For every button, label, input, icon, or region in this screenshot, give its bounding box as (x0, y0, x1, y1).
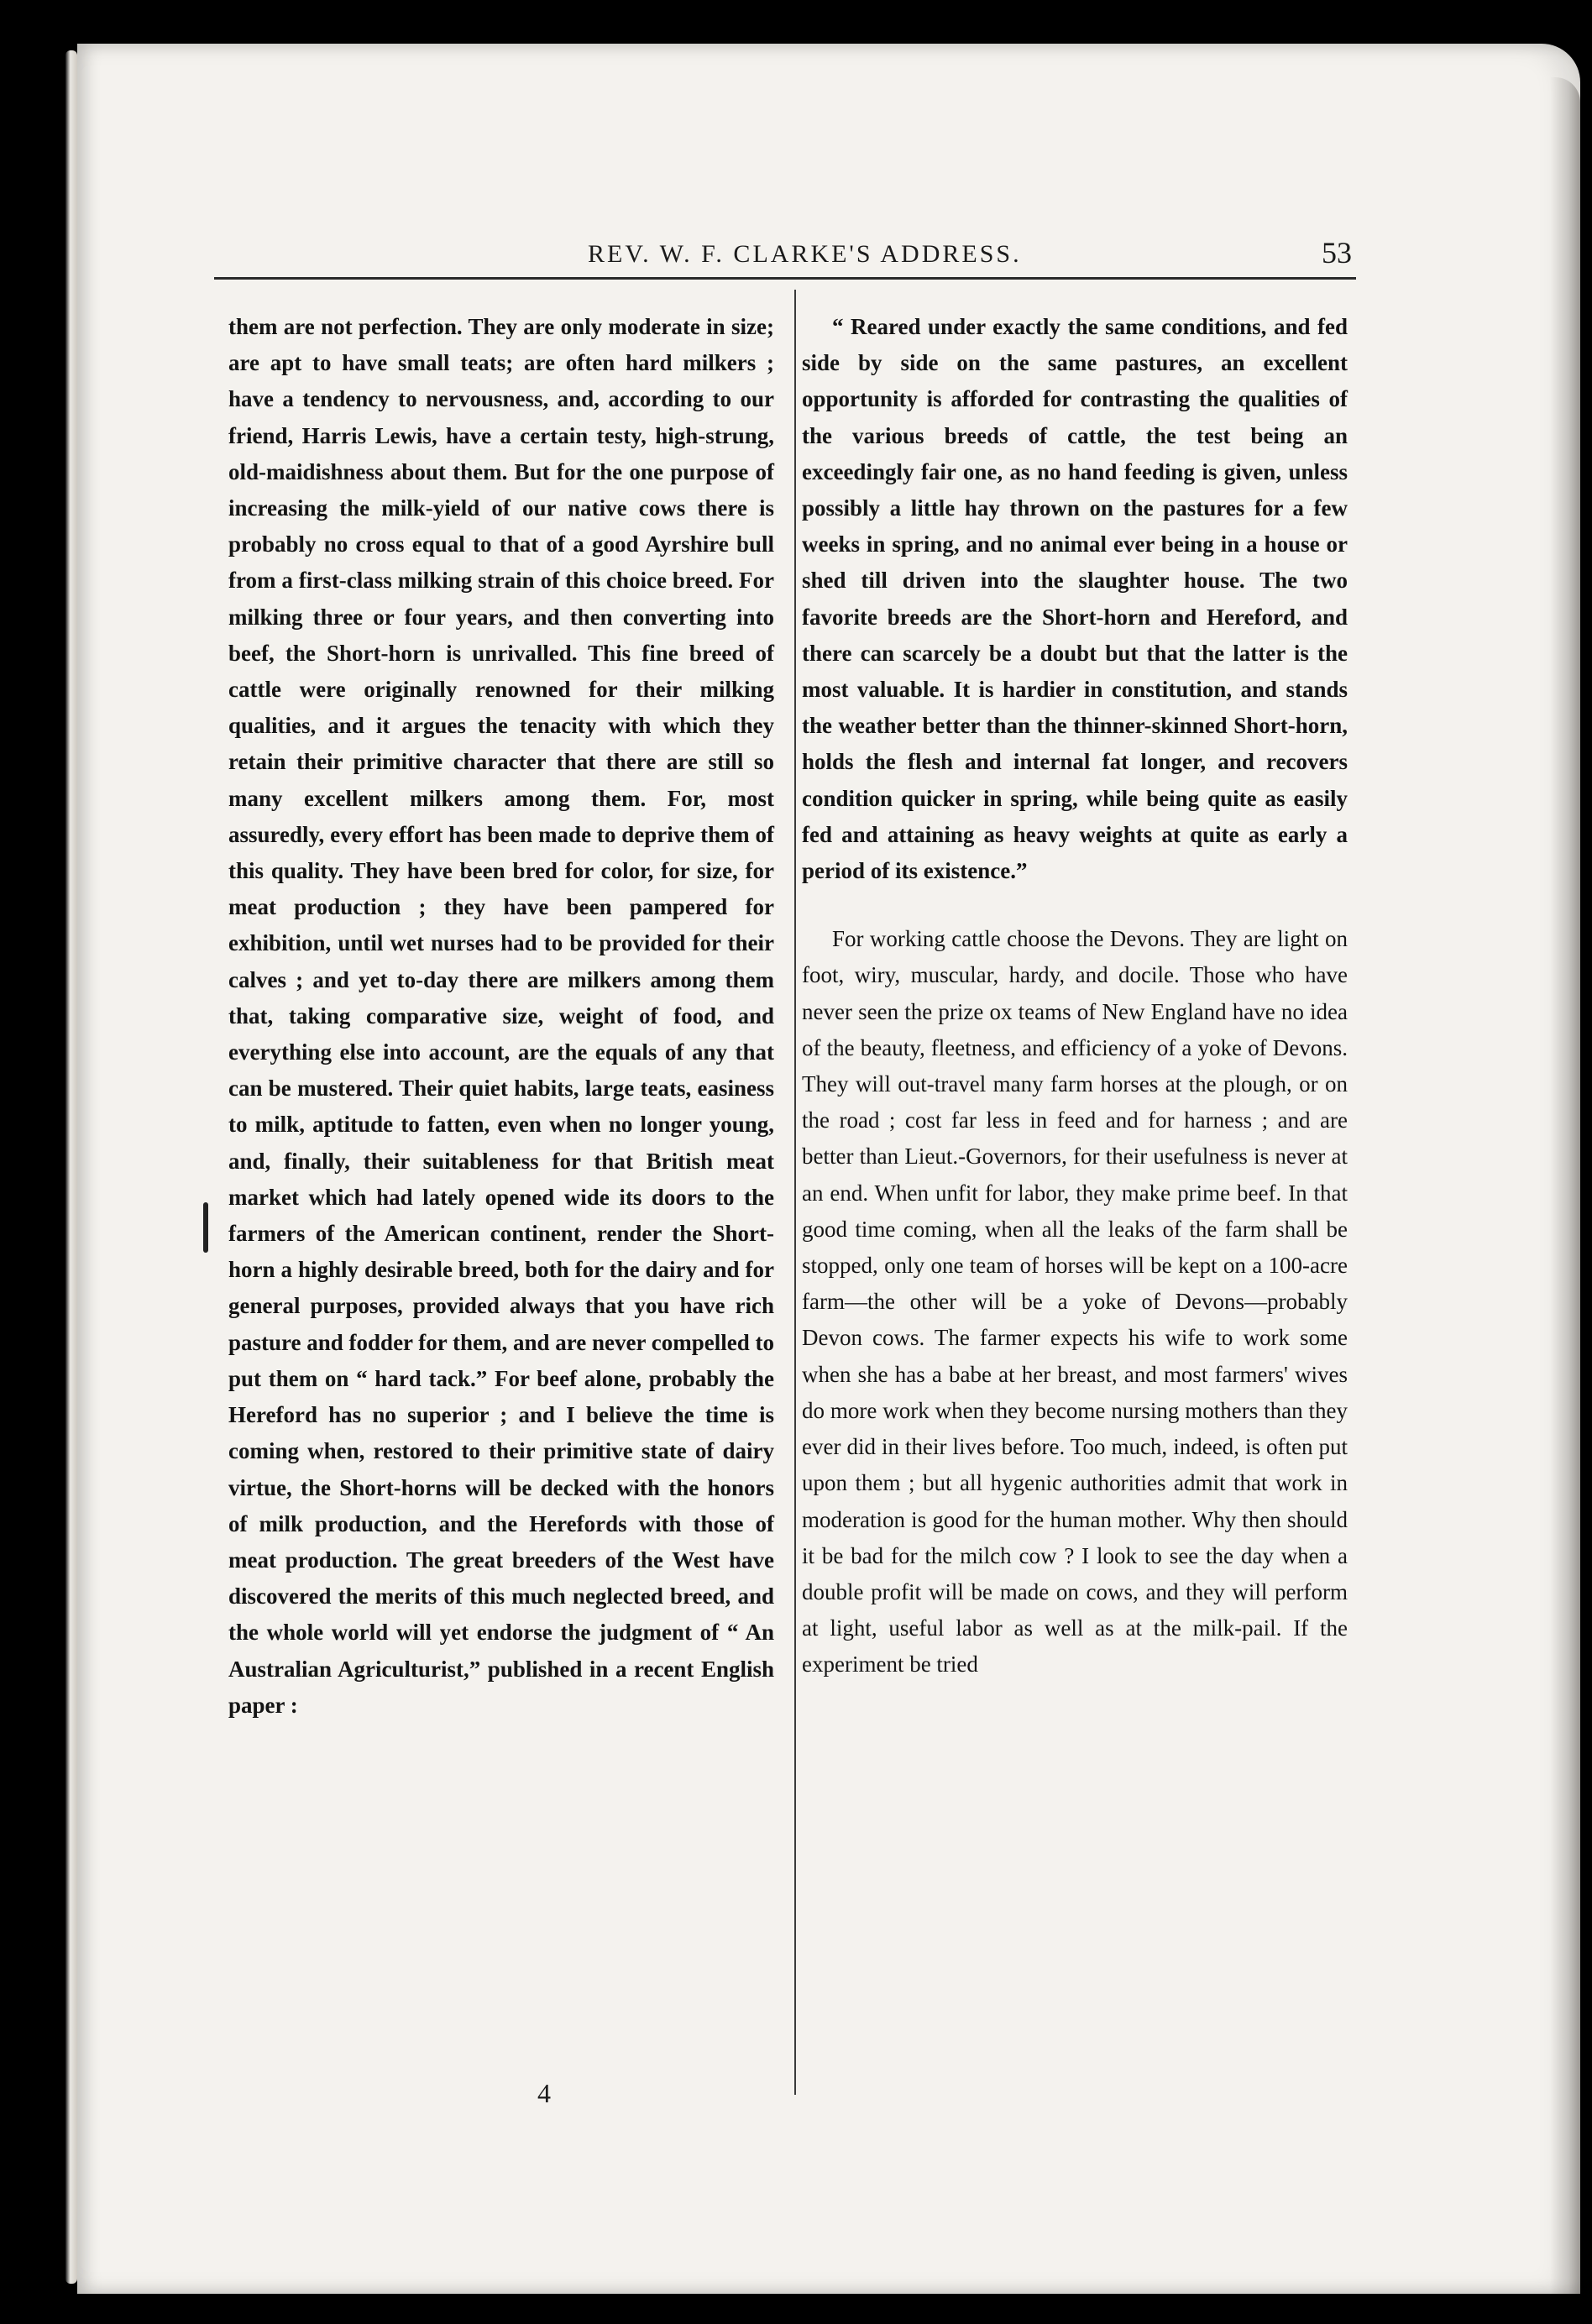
header-rule (214, 277, 1356, 280)
right-column (802, 309, 1348, 1683)
devons-paragraph: For working cattle choose the Devons. They are light on foot, wiry, muscular, hardy, and docile. Those who have never seen the prize ox teams of New England have no idea of the beauty, fleetness, and efficiency of a yoke of Devons. They will out-travel many farm horses at the plough, or on the road ; cost far less in feed and for harness ; and are better than Lieut.-Governors, for their usefulness is never at an end. When unfit for labor, they make prime beef. In that good time coming, when all the leaks of the farm shall be stopped, only one team of horses will be kept on a 100-acre farm—the other will be a yoke of Devons—probably Devon cows. The farmer expects his wife to work some when she has a babe at her breast, and most farmers' wives do more work when they become nursing mothers than they ever did in their lives before. Too much, indeed, is often put upon them ; but all hygenic authorities admit that work in moderation is good for the human mother. Why then should it be bad for the milch cow ? I look to see the day when a double profit will be made on cows, and they will perform at light, useful labor as well as at the milk-pail. If the experiment be tried (802, 926, 1348, 1678)
left-column-text: them are not perfection. They are only moderate in size; are apt to have small teats; are often hard milkers ; have a tendency to nervousness, and, according to our friend, Harris Lewis, have a certain testy, high-strung, old-maidishness about them. But for the one purpose of increasing the milk-yield of our native cows there is probably no cross equal to that of a good Ayrshire bull from a first-class milking strain of this choice breed. For milking three or four years, and then converting into beef, the Short-horn is unrivalled. This fine breed of cattle were originally renowned for their milking qualities, and it argues the tenacity with which they retain their primitive character that there are still so many excellent milkers among them. For, most assuredly, every effort has been made to deprive them of this quality. They have been bred for color, for size, for meat production ; they have been pampered for exhibition, until wet nurses had to be provided for their calves ; and yet to-day there are milkers among them that, taking comparative size, weight of food, and everything else into account, are the equals of any that can be mustered. Their quiet habits, large teats, easiness to milk, aptitude to fatten, even when no longer young, and, finally, their suitableness for that British meat market which had lately opened wide its doors to the farmers of the American continent, render the Short-horn a highly desirable breed, both for the dairy and for general purposes, provided always that you have rich pasture and fodder for them, and are never compelled to put them on “ hard tack.” For beef alone, probably the Hereford has no superior ; and I believe the time is coming when, restored to their primitive state of dairy virtue, the Short-horns will be decked with the honors of milk production, and the Herefords with those of meat production. The great breeders of the West have discovered the merits of this much neglected breed, and the whole world will yet endorse the judgment of “ An Australian Agriculturist,” published in a recent English paper : (228, 314, 774, 1718)
page-number: 53 (1322, 236, 1352, 270)
quoted-passage: “ Reared under exactly the same conditions, and fed side by side on the same pastures, an excellent opportunity is afforded for contrasting the qualities of the various breeds of cattle, the test being an exceedingly fair one, as no hand feeding is given, unless possibly a little hay thrown on the pastures for a few weeks in spring, and no animal ever being in a house or shed till driven into the slaughter house. The two favorite breeds are the Short-horn and Hereford, and there can scarcely be a doubt but that the latter is the most valuable. It is hardier in constitution, and stands the weather better than the thinner-skinned Short-horn, holds the flesh and internal fat longer, and recovers condition quicker in spring, while being quite as easily fed and attaining as heavy weights at quite as early a period of its existence.” (802, 314, 1348, 884)
facing-page-edge (65, 50, 77, 2284)
page-shadow-edge (1550, 77, 1580, 2294)
left-column (228, 309, 774, 1724)
signature-mark: 4 (537, 2078, 551, 2108)
column-divider (794, 290, 796, 2095)
running-title: REV. W. F. CLARKE'S ADDRESS. (588, 240, 1022, 268)
binding-mark (203, 1202, 208, 1253)
running-head (227, 235, 1352, 275)
